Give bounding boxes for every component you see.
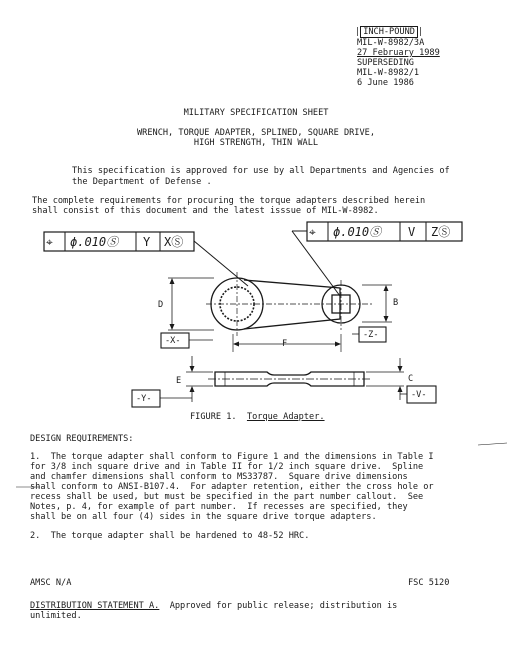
dim-label-b: B <box>393 298 399 308</box>
position-symbol-left-icon: ⌖ <box>46 235 53 249</box>
item-title-line2: HIGH STRENGTH, THIN WALL <box>193 138 319 148</box>
superseded-date: 6 June 1986 <box>357 78 414 88</box>
item1-line7: shall be on all four (4) sides in the square drive torque adapters. <box>30 512 377 522</box>
item1-line4: shall conform to ANSI-B107.4. For adapter retention, either the cross hole or <box>30 482 434 492</box>
distribution-statement: DISTRIBUTION STATEMENT A. Approved for public release; distribution is <box>30 601 398 611</box>
datum-v-label: -V- <box>411 390 427 400</box>
dim-label-e: E <box>176 376 182 386</box>
dimension-b <box>362 285 392 322</box>
datum-ref-v: V <box>408 225 416 239</box>
figure-caption: FIGURE 1. Torque Adapter. <box>190 412 325 422</box>
item1-line2: for 3/8 inch square drive and in Table II for 1/2 inch square drive. Spline <box>30 462 424 472</box>
item1-line6: Notes, p. 4, for example of part number. If recesses are specified, they <box>30 502 408 512</box>
datum-z-label: -Z- <box>363 330 379 340</box>
item2: 2. The torque adapter shall be hardened to 48-52 HRC. <box>30 531 310 541</box>
dim-label-c: C <box>408 374 414 384</box>
superseding-label: SUPERSEDING <box>357 58 414 68</box>
datum-y-label: -Y- <box>136 394 152 404</box>
adapter-top-view <box>206 272 372 336</box>
datum-ref-z: ZⓈ <box>431 225 451 239</box>
design-requirements-heading: DESIGN REQUIREMENTS: <box>30 434 134 444</box>
amsc-label: AMSC N/A <box>30 578 72 588</box>
approval-line1: This specification is approved for use by all Departments and Agencies of <box>72 166 450 176</box>
fsc-label: FSC 5120 <box>408 578 450 588</box>
requirements-line2: shall consist of this document and the latest isssue of MIL-W-8982. <box>32 206 379 216</box>
item1-line3: and chamfer dimensions shall conform to MS33787. Square drive dimensions <box>30 472 408 482</box>
dimension-c <box>366 358 404 400</box>
item1-line5: recess shall be used, but must be specified in the part number callout. See <box>30 492 424 502</box>
tolerance-left: ϕ.010Ⓢ <box>70 235 119 249</box>
tolerance-right: ϕ.010Ⓢ <box>333 225 382 239</box>
datum-x-label: -X- <box>165 336 181 346</box>
approval-line2: the Department of Defense . <box>72 177 212 187</box>
distribution-line2: unlimited. <box>30 611 82 621</box>
item1-line1: 1. The torque adapter shall conform to Figure 1 and the dimensions in Table I <box>30 452 434 462</box>
dim-label-d: D <box>158 300 164 310</box>
requirements-line1: The complete requirements for procuring the torque adapters described herein <box>32 196 426 206</box>
dim-label-f: F <box>282 339 288 349</box>
spec-date: 27 February 1989 <box>357 48 440 58</box>
adapter-side-view <box>208 372 372 386</box>
sheet-title: MILITARY SPECIFICATION SHEET <box>183 108 329 118</box>
position-symbol-right-icon: ⌖ <box>309 225 316 239</box>
datum-ref-y: Y <box>143 235 151 249</box>
item-title-line1: WRENCH, TORQUE ADAPTER, SPLINED, SQUARE DRIVE, <box>137 128 375 138</box>
inch-pound-tag: | INCH-POUND | <box>355 27 424 37</box>
superseded-designation: MIL-W-8982/1 <box>357 68 420 78</box>
spec-designation: MIL-W-8982/3A <box>357 38 425 48</box>
datum-ref-x: XⓈ <box>164 235 184 249</box>
